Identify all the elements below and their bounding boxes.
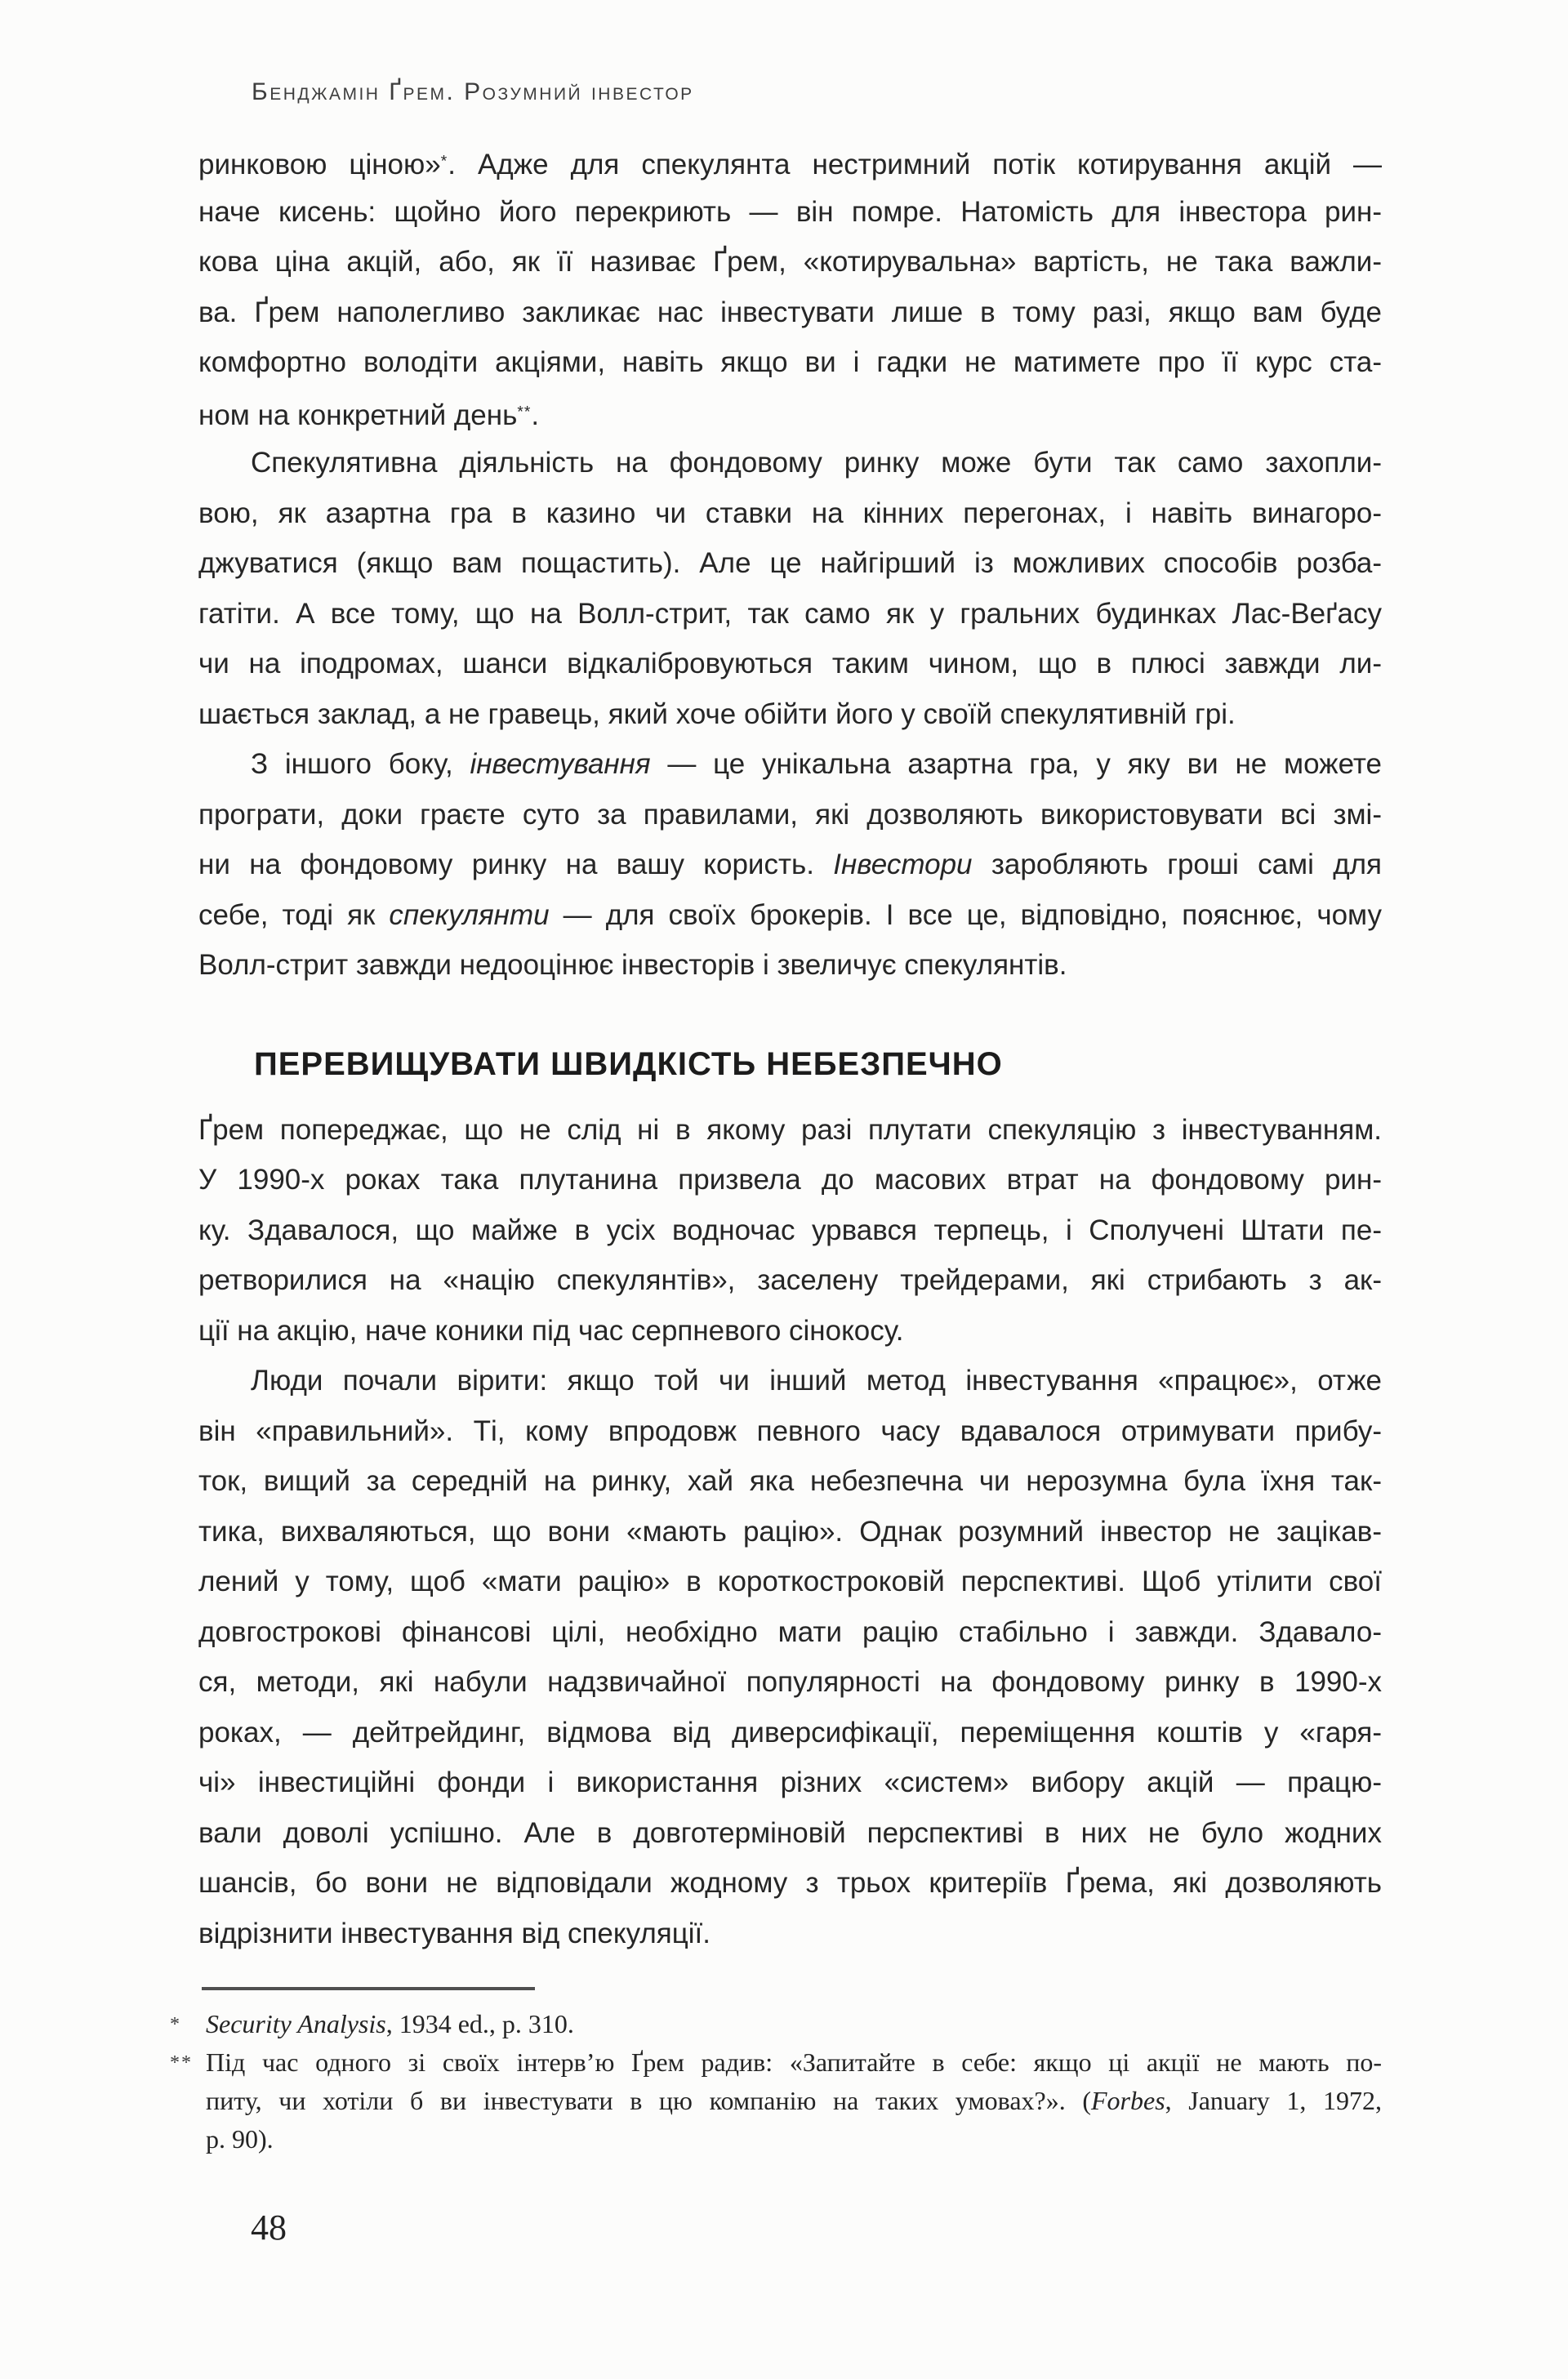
text-line (198, 1808, 1382, 1859)
text-segment: питу, чи хотіли б ви інвестувати в цю компанію на таких умовах?». ( (206, 2086, 1091, 2115)
text-segment: чи на іподромах, шанси відкалібровуються таким чином, що в плюсі завжди ли- (198, 648, 1382, 679)
text-segment: Волл-стрит завжди недооцінює інвесторів і звеличує спекулянтів. (198, 949, 1067, 981)
text-line (198, 1557, 1382, 1607)
text-segment: ретворилися на «націю спекулянтів», заселену трейдерами, які стрибають з ак- (198, 1264, 1382, 1296)
text-segment: наче кисень: щойно його перекриють — він помре. Натомість для інвестора рин- (198, 195, 1382, 228)
footnote-marker-reference: ** (517, 403, 532, 421)
text-line (198, 337, 1382, 388)
text-line (198, 388, 1382, 439)
text-line (198, 1406, 1382, 1457)
italic-text: спекулянти (389, 898, 550, 931)
footnote (170, 2005, 1382, 2043)
text-line (198, 187, 1382, 238)
text-segment: себе, тоді як (198, 898, 390, 931)
text-line (198, 1858, 1382, 1909)
text-line (198, 1356, 1382, 1406)
text-line (198, 890, 1382, 941)
text-segment: У 1990-х роках така плутанина призвела до масових втрат на фондовому рин- (198, 1164, 1382, 1196)
paragraph (198, 438, 1382, 739)
text-segment: — це унікальна азартна гра, у яку ви не можете (650, 748, 1382, 780)
paragraph (198, 136, 1382, 438)
text-segment: ток, вищий за середній на ринку, хай яка небезпечна чи нерозумна була їхня так- (198, 1465, 1382, 1497)
text-segment: ції на акцію, наче коники під час серпневого сінокосу. (198, 1314, 904, 1347)
footnote-marker: ** (170, 2052, 193, 2074)
text-segment: Люди почали вірити: якщо той чи інший метод інвестування «працює», отже (251, 1365, 1382, 1397)
main-text-column (198, 136, 1382, 1958)
text-segment: комфортно володіти акціями, навіть якщо ви і гадки не матимете про її курс ста- (198, 346, 1382, 378)
footnote-marker-reference: * (440, 153, 448, 170)
text-line (198, 1507, 1382, 1557)
text-line (198, 1657, 1382, 1708)
text-line (198, 488, 1382, 539)
running-header: Бенджамін Ґрем. Розумний інвестор (252, 78, 694, 105)
text-line (198, 136, 1382, 187)
text-segment: ва. Ґрем наполегливо закликає нас інвестувати лише в тому разі, якщо вам буде (198, 296, 1382, 328)
text-segment: З іншого боку, (251, 748, 470, 780)
text-segment: програти, доки граєте суто за правилами, які дозволяють використовувати всі змі- (198, 798, 1382, 831)
text-line (198, 1909, 1382, 1959)
section-heading: ПЕРЕВИЩУВАТИ ШВИДКІСТЬ НЕБЕЗПЕЧНО (254, 1045, 1003, 1082)
text-line (198, 1255, 1382, 1306)
italic-text: Security Analysis (206, 2009, 386, 2038)
text-segment: довгострокові фінансові цілі, необхідно мати рацію стабільно і завжди. Здавало- (198, 1615, 1382, 1648)
text-line (198, 1155, 1382, 1205)
text-segment: вою, як азартна гра в казино чи ставки на кінних перегонах, і навіть винагоро- (198, 497, 1382, 529)
text-segment: тика, вихваляються, що вони «мають рацію». Однак розумний інвестор не зацікав- (198, 1515, 1382, 1548)
text-segment: Під час одного зі своїх інтерв’ю Ґрем радив: «Запитайте в себе: якщо ці акції не мають по- (206, 2047, 1382, 2077)
text-line (198, 287, 1382, 338)
text-segment: Ґрем попереджає, що не слід ні в якому разі плутати спекуляцію з інвестуванням. (198, 1113, 1382, 1146)
text-segment: p. 90). (206, 2124, 274, 2154)
text-line (198, 1306, 1382, 1357)
text-line (198, 739, 1382, 790)
text-segment: джуватися (якщо вам пощастить). Але це найгірший із можливих способів розба- (198, 547, 1382, 579)
text-segment: ном на конкретний день (198, 399, 518, 432)
italic-text: Forbes (1091, 2086, 1165, 2115)
text-line (198, 237, 1382, 287)
text-line (198, 1105, 1382, 1156)
footnote-divider (202, 1987, 535, 1990)
text-line (198, 538, 1382, 589)
paragraph-indent (198, 1389, 251, 1390)
text-line (198, 689, 1382, 740)
text-segment: гатіти. А все тому, що на Волл-стрит, так само як у гральних будинках Лас-Веґасу (198, 597, 1382, 630)
text-line (206, 2120, 1382, 2158)
footnote (170, 2043, 1383, 2158)
page-number: 48 (251, 2207, 287, 2248)
text-segment: вали доволі успішно. Але в довготерміновій перспективі в них не було жодних (198, 1816, 1382, 1849)
text-line (198, 589, 1382, 639)
text-segment: . (531, 399, 540, 432)
text-line (198, 1205, 1382, 1256)
text-segment: він «правильний». Ті, кому впродовж певного часу вдавалося отримувати прибу- (198, 1414, 1382, 1447)
text-segment: роках, — дейтрейдинг, відмова від диверсифікації, переміщення коштів у «гаря- (198, 1716, 1382, 1749)
text-segment: ни на фондовому ринку на вашу користь. (198, 849, 834, 880)
footnotes-section (170, 2005, 1383, 2158)
text-segment: ринковою ціною» (198, 148, 441, 180)
text-segment: , January 1, 1972, (1165, 2086, 1383, 2115)
text-segment: ся, методи, які набули надзвичайної популярності на фондовому ринку в 1990-х (198, 1666, 1382, 1698)
text-line (198, 438, 1382, 488)
text-segment: шансів, бо вони не відповідали жодному з трьох критеріїв Ґрема, які дозволяють (198, 1867, 1382, 1899)
text-line (198, 639, 1382, 689)
text-line (206, 2082, 1382, 2120)
text-segment: кова ціна акцій, або, як її називає Ґрем, «котирувальна» вартість, не така важли- (198, 246, 1382, 278)
text-line (206, 2043, 1382, 2082)
text-line (198, 1456, 1382, 1507)
paragraph-indent (198, 471, 251, 472)
text-segment: заробляють гроші самі для (972, 849, 1382, 880)
text-segment: , 1934 ed., p. 310. (385, 2009, 574, 2038)
text-segment: шається заклад, а не гравець, який хоче обійти його у своїй спекулятивній грі. (198, 697, 1236, 730)
italic-text: Інвестори (833, 849, 973, 880)
text-line (206, 2005, 1382, 2043)
text-line (198, 790, 1382, 840)
text-line (198, 1758, 1382, 1808)
paragraph (198, 739, 1382, 991)
footnote-marker: * (170, 2014, 181, 2035)
text-segment: Спекулятивна діяльність на фондовому ринку може бути так само захопли- (251, 447, 1382, 479)
text-line (198, 1607, 1382, 1658)
paragraph (198, 1105, 1382, 1357)
text-line (198, 840, 1382, 890)
italic-text: інвестування (470, 748, 651, 780)
text-segment: чі» інвестиційні фонди і використання різних «систем» вибору акцій — працю- (198, 1766, 1382, 1798)
text-line (198, 1708, 1382, 1758)
text-segment: . Адже для спекулянта нестримний потік котирування акцій — (448, 148, 1382, 180)
text-line (198, 940, 1382, 991)
text-segment: відрізнити інвестування від спекуляції. (198, 1917, 710, 1949)
text-segment: ку. Здавалося, що майже в усіх водночас урвався терпець, і Сполучені Штати пе- (198, 1214, 1382, 1246)
text-segment: — для своїх брокерів. І все це, відповідно, пояснює, чому (549, 898, 1382, 931)
paragraph (198, 1356, 1382, 1958)
text-segment: лений у тому, щоб «мати рацію» в короткостроковій перспективі. Щоб утілити свої (198, 1566, 1382, 1597)
